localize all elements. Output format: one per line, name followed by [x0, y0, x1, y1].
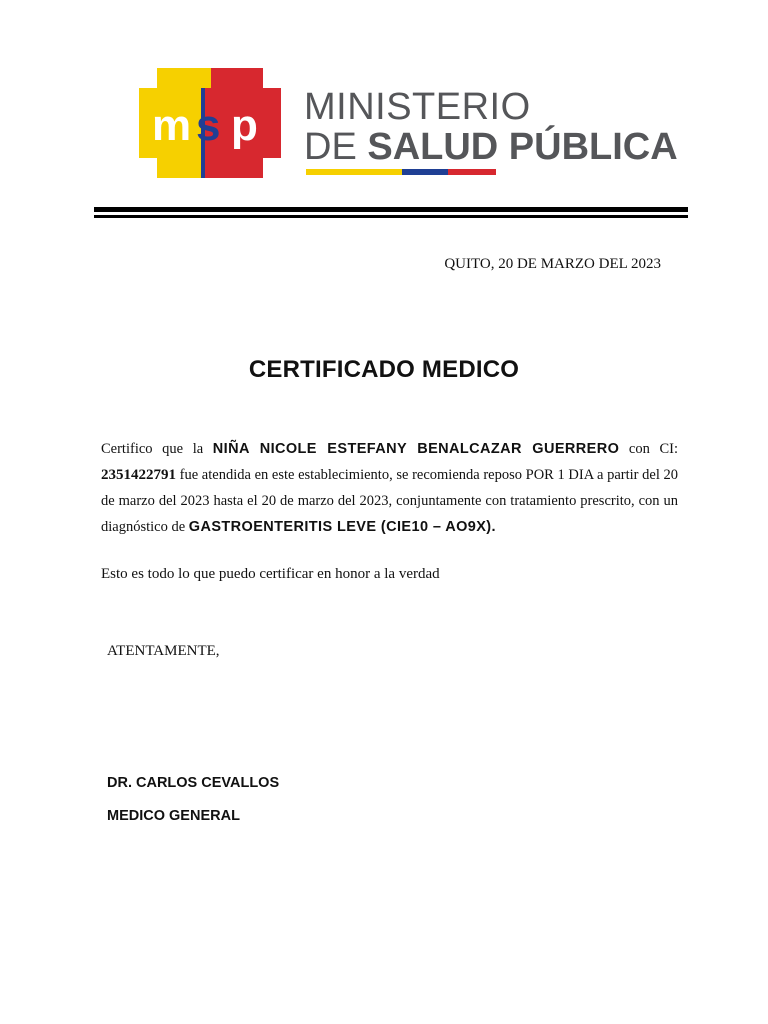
ministry-line2 [304, 128, 678, 166]
body-text-2: con CI: [619, 441, 678, 457]
document-title: CERTIFICADO MEDICO [248, 356, 520, 383]
header-rule-thin [94, 215, 688, 218]
flag-yellow [306, 169, 402, 175]
body-text-3: fue atendida en este establecimiento, se recomienda reposo POR 1 DIA a partir del 20 de marzo del 2023 hasta el 20 de marzo del 2023, conjuntamente con tratamiento prescrito, con un diagnóstico de [101, 467, 678, 535]
ministry-wordmark [304, 88, 678, 166]
signer-name: DR. CARLOS CEVALLOS [107, 775, 280, 791]
date-line: QUITO, 20 DE MARZO DEL 2023 [444, 256, 661, 272]
msp-logo-icon [139, 68, 281, 178]
patient-ci: 2351422791 [101, 467, 176, 483]
certificate-body [101, 436, 678, 540]
closing-statement: Esto es todo lo que puedo certificar en honor a la verdad [101, 566, 440, 582]
svg-text:m: m [152, 101, 192, 150]
svg-text:p: p [231, 101, 258, 150]
flag-blue [402, 169, 448, 175]
signer-role: MEDICO GENERAL [107, 808, 240, 824]
flag-red [448, 169, 496, 175]
salutation: ATENTAMENTE, [107, 643, 220, 659]
body-text-1: Certifico que la [101, 441, 213, 457]
flag-stripe [306, 169, 496, 175]
patient-name: NIÑA NICOLE ESTEFANY BENALCAZAR GUERRERO [212, 441, 620, 457]
ministry-line2-regular: DE [304, 126, 368, 168]
ministry-line1: MINISTERIO [304, 86, 531, 128]
svg-text:s: s [196, 101, 221, 150]
ministry-line2-bold: SALUD PÚBLICA [367, 126, 678, 168]
header-rule-thick [94, 207, 688, 212]
diagnosis: GASTROENTERITIS LEVE (CIE10 – AO9X). [188, 519, 496, 535]
